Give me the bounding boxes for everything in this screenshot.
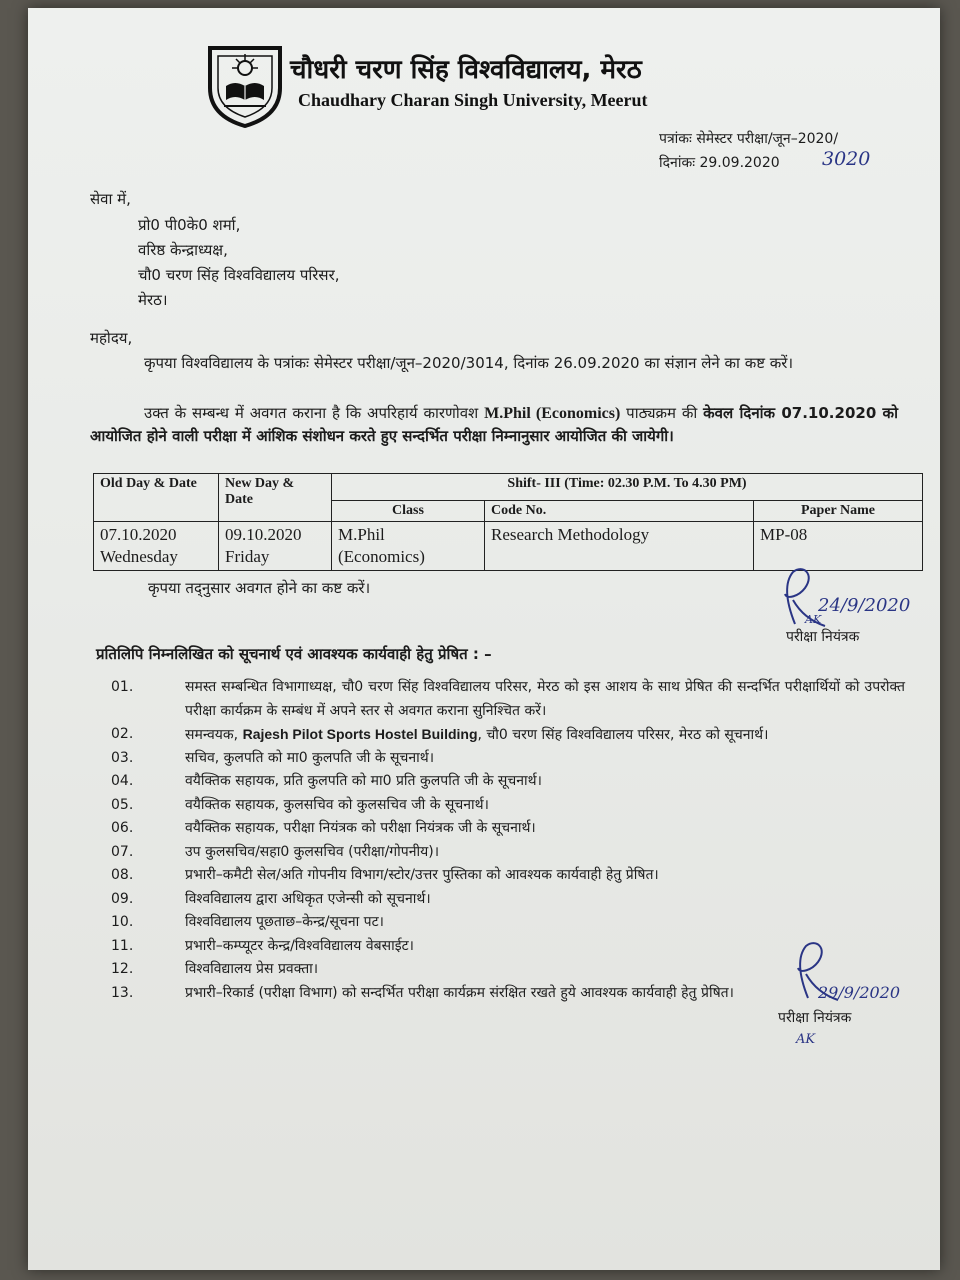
header-old-date: Old Day & Date (94, 474, 219, 522)
schedule-table (93, 473, 923, 571)
signature-1-date: 24/9/2020 (818, 595, 911, 616)
header-code: Code No. (485, 501, 754, 522)
letter-date: दिनांकः 29.09.2020 (659, 155, 780, 171)
list-item: 02. समन्वयक, Rajesh Pilot Sports Hostel Building, चौ0 चरण सिंह विश्वविद्यालय परिसर, मेरठ को सूचनार्थ। (111, 726, 769, 743)
greeting: महोदय, (90, 329, 133, 347)
list-item: 10. विश्वविद्यालय पूछताछ–केन्द्र/सूचना पट। (111, 914, 384, 930)
header-new-date: New Day & Date (219, 474, 332, 522)
list-item: 04. वयैक्तिक सहायक, प्रति कुलपति को मा0 प्रति कुलपति जी के सूचनार्थ। (111, 773, 542, 789)
recipient-city: मेरठ। (138, 291, 168, 309)
list-item: 01. समस्त सम्बन्धित विभागाध्यक्ष, चौ0 चरण सिंह विश्वविद्यालय परिसर, मेरठ को इस आशय के साथ प्रेषित की सन्दर्भित परीक्षार्थियों को उपरोक्त परीक्षा कार्यक्रम के सम्बंध में अपने स्तर से अवगत कराना सुनिश्चित करें। (111, 679, 905, 719)
course-name: M.Phil (Economics) (484, 405, 621, 422)
recipient-designation: वरिष्ठ केन्द्राध्यक्ष, (138, 241, 228, 259)
university-name-english: Chaudhary Charan Singh University, Meerut (298, 90, 648, 110)
header-class: Class (332, 501, 485, 522)
signature-2-date: 29/9/2020 (818, 983, 901, 1002)
recipient-name: प्रो0 पी0के0 शर्मा, (138, 216, 241, 234)
list-item: 12. विश्वविद्यालय प्रेस प्रवक्ता। (111, 961, 319, 977)
cell-paper: MP-08 (754, 522, 923, 571)
list-item: 06. वयैक्तिक सहायक, परीक्षा नियंत्रक को परीक्षा नियंत्रक जी के सूचनार्थ। (111, 820, 536, 836)
cell-class: M.Phil (Economics) (332, 522, 485, 571)
list-item: 08. प्रभारी–कमैटी सेल/अति गोपनीय विभाग/स्टोर/उत्तर पुस्तिका को आवश्यक कार्यवाही हेतु प्रेषित। (111, 867, 659, 883)
signature-2-initials: AK (796, 1032, 816, 1047)
university-seal-icon (204, 38, 286, 128)
list-item: 07. उप कुलसचिव/सहा0 कुलसचिव (परीक्षा/गोपनीय)। (111, 843, 440, 860)
recipient-campus: चौ0 चरण सिंह विश्वविद्यालय परिसर, (138, 266, 340, 284)
list-item: 05. वयैक्तिक सहायक, कुलसचिव को कुलसचिव जी के सूचनार्थ। (111, 796, 489, 813)
signature-2-title: परीक्षा नियंत्रक (778, 1010, 852, 1026)
list-item: 09. विश्वविद्यालय द्वारा अधिकृत एजेन्सी को सूचनार्थ। (111, 890, 431, 907)
paragraph-2-start: उक्त के सम्बन्ध में अवगत कराना है कि अपरिहार्य कारणोवश (144, 404, 479, 422)
university-name-hindi: चौधरी चरण सिंह विश्वविद्यालय, मेरठ (290, 55, 642, 85)
paragraph-1: कृपया विश्वविद्यालय के पत्रांकः सेमेस्टर परीक्षा/जून–2020/3014, दिनांक 26.09.2020 का संज्ञान लेने का कष्ट करें। (144, 354, 794, 372)
closing-line: कृपया तद्नुसार अवगत होने का कष्ट करें। (148, 579, 371, 597)
paragraph-2 (90, 402, 898, 447)
cell-old-date: 07.10.2020 Wednesday (94, 522, 219, 571)
reference-number: पत्रांकः सेमेस्टर परीक्षा/जून–2020/ (659, 131, 839, 147)
handwritten-reference-number: 3020 (822, 148, 871, 170)
list-item: 03. सचिव, कुलपति को मा0 कुलपति जी के सूचनार्थ। (111, 749, 435, 766)
signature-1-initials: AK (805, 613, 822, 626)
letter-page (28, 8, 940, 1270)
cell-new-date: 09.10.2020 Friday (219, 522, 332, 571)
header-shift: Shift- III (Time: 02.30 P.M. To 4.30 PM) (332, 474, 923, 501)
paragraph-2-mid: पाठ्यक्रम की (626, 404, 698, 422)
cell-code: Research Methodology (485, 522, 754, 571)
recipient-to: सेवा में, (90, 190, 131, 208)
list-item: 13. प्रभारी–रिकार्ड (परीक्षा विभाग) को सन्दर्भित परीक्षा कार्यक्रम संरक्षित रखते हुये आवश्यक कार्यवाही हेतु प्रेषित। (111, 984, 734, 1001)
list-item: 11. प्रभारी–कम्प्यूटर केन्द्र/विश्वविद्यालय वेबसाईट। (111, 937, 414, 954)
header-paper: Paper Name (754, 501, 923, 522)
copy-to-heading: प्रतिलिपि निम्नलिखित को सूचनार्थ एवं आवश्यक कार्यवाही हेतु प्रेषित : – (96, 645, 492, 663)
paragraph-2-bold: केवल दिनांक 07.10.2020 को आयोजित होने वाली परीक्षा में आंशिक संशोधन करते हुए सन्दर्भित परीक्षा निम्नानुसार आयोजित की जायेगी। (90, 404, 898, 445)
signature-1-title: परीक्षा नियंत्रक (786, 629, 860, 645)
